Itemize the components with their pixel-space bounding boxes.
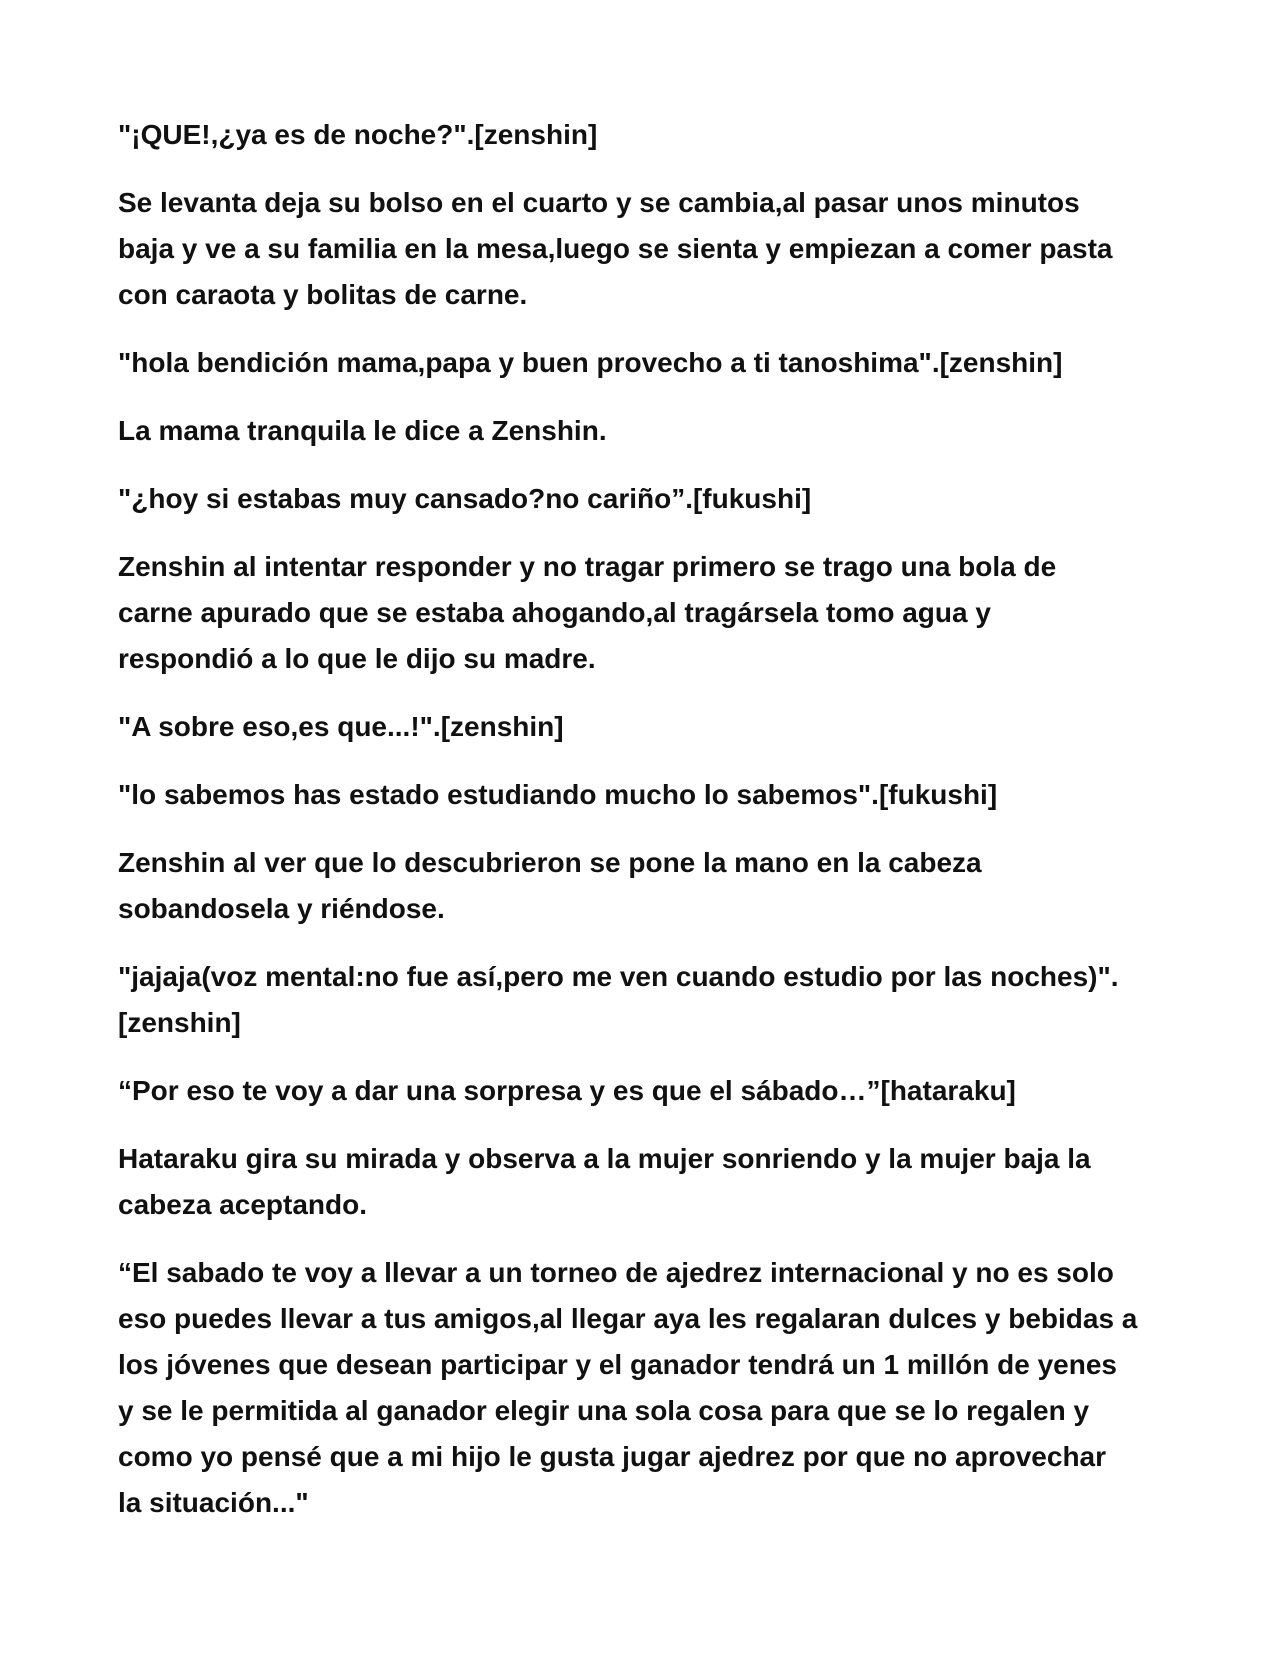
- paragraph-3: [118, 340, 1178, 386]
- paragraph-2: [118, 180, 1178, 318]
- paragraph-10: [118, 954, 1178, 1046]
- text-line: como yo pensé que a mi hijo le gusta jugar ajedrez por que no aprovechar: [118, 1441, 1107, 1472]
- text-line: cabeza aceptando.: [118, 1189, 367, 1220]
- text-line: La mama tranquila le dice a Zenshin.: [118, 415, 607, 446]
- paragraph-7: [118, 704, 1178, 750]
- document-page: [118, 112, 1178, 1548]
- paragraph-8: [118, 772, 1178, 818]
- paragraph-6: [118, 544, 1178, 682]
- text-line: [zenshin]: [118, 1007, 241, 1038]
- text-line: eso puedes llevar a tus amigos,al llegar aya les regalaran dulces y bebidas a: [118, 1303, 1138, 1334]
- paragraph-12: [118, 1136, 1178, 1228]
- paragraph-4: [118, 408, 1178, 454]
- text-line: Zenshin al intentar responder y no tragar primero se trago una bola de: [118, 551, 1057, 582]
- text-line: Zenshin al ver que lo descubrieron se pone la mano en la cabeza: [118, 847, 982, 878]
- text-line: “Por eso te voy a dar una sorpresa y es que el sábado…”[hataraku]: [118, 1075, 1016, 1106]
- text-line: "jajaja(voz mental:no fue así,pero me ven cuando estudio por las noches)".: [118, 961, 1119, 992]
- text-line: “El sabado te voy a llevar a un torneo de ajedrez internacional y no es solo: [118, 1257, 1114, 1288]
- paragraph-13: [118, 1250, 1178, 1526]
- text-line: "¡QUE!,¿ya es de noche?".[zenshin]: [118, 119, 598, 150]
- text-line: sobandosela y riéndose.: [118, 893, 445, 924]
- text-line: "lo sabemos has estado estudiando mucho lo sabemos".[fukushi]: [118, 779, 998, 810]
- paragraph-9: [118, 840, 1178, 932]
- text-line: Hataraku gira su mirada y observa a la mujer sonriendo y la mujer baja la: [118, 1143, 1091, 1174]
- text-line: y se le permitida al ganador elegir una sola cosa para que se lo regalen y: [118, 1395, 1090, 1426]
- text-line: Se levanta deja su bolso en el cuarto y se cambia,al pasar unos minutos: [118, 187, 1080, 218]
- text-line: los jóvenes que desean participar y el ganador tendrá un 1 millón de yenes: [118, 1349, 1117, 1380]
- text-line: "¿hoy si estabas muy cansado?no cariño”.[fukushi]: [118, 483, 812, 514]
- paragraph-1: [118, 112, 1178, 158]
- text-line: baja y ve a su familia en la mesa,luego se sienta y empiezan a comer pasta: [118, 233, 1113, 264]
- text-line: "A sobre eso,es que...!".[zenshin]: [118, 711, 564, 742]
- text-line: con caraota y bolitas de carne.: [118, 279, 528, 310]
- text-line: la situación...": [118, 1487, 309, 1518]
- paragraph-5: [118, 476, 1178, 522]
- text-line: respondió a lo que le dijo su madre.: [118, 643, 596, 674]
- paragraph-11: [118, 1068, 1178, 1114]
- text-line: carne apurado que se estaba ahogando,al tragársela tomo agua y: [118, 597, 991, 628]
- text-line: "hola bendición mama,papa y buen provecho a ti tanoshima".[zenshin]: [118, 347, 1063, 378]
